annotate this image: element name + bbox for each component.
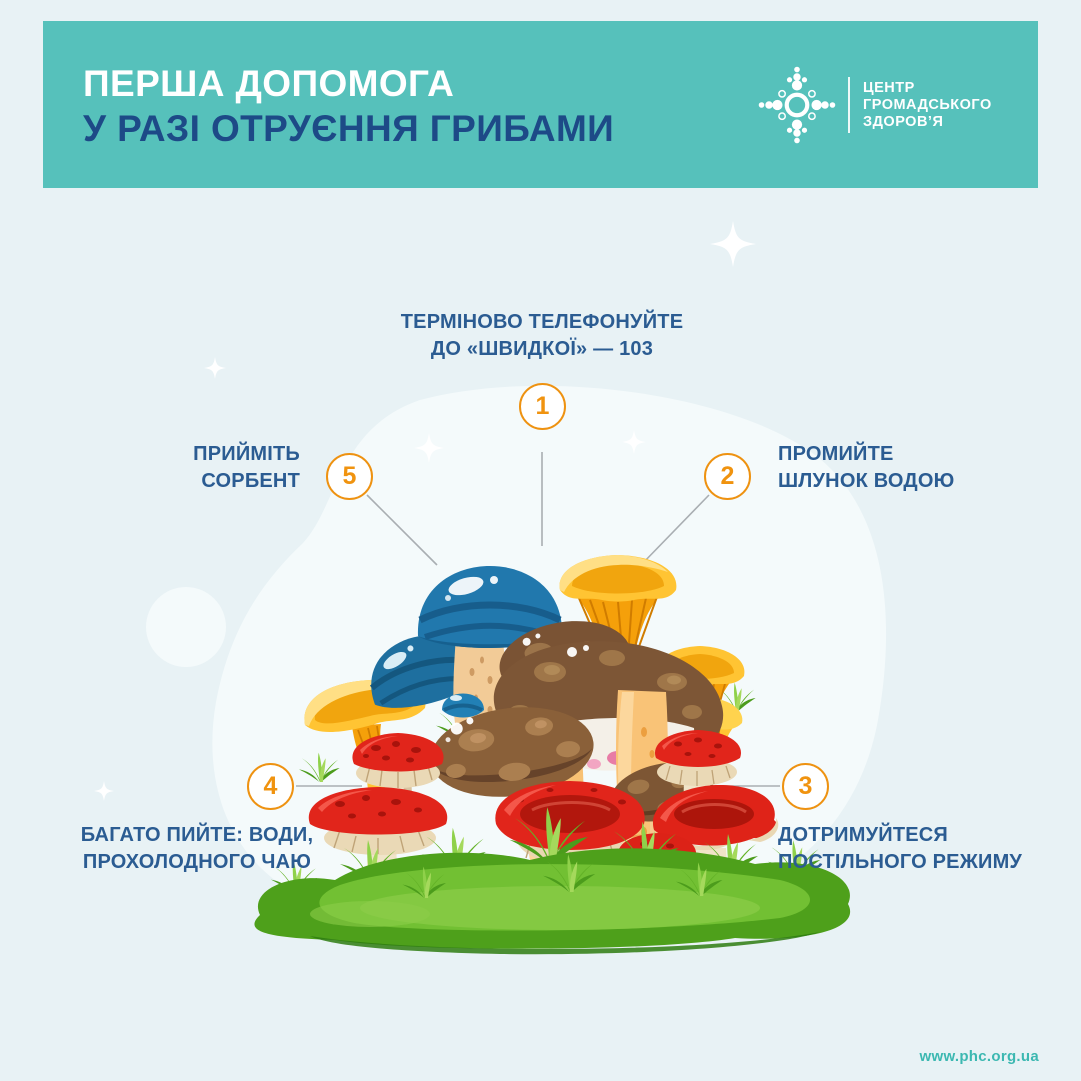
step-4-number-badge: 4: [247, 763, 294, 810]
step-4-label-line-2: ПРОХОЛОДНОГО ЧАЮ: [82, 851, 312, 873]
logo-separator: [848, 77, 850, 133]
logo-line-2: ГРОМАДСЬКОГО: [863, 96, 992, 113]
logo-line-3: ЗДОРОВ’Я: [863, 113, 944, 130]
step-2-label-line-1: ПРОМИЙТЕ: [778, 443, 894, 465]
step-5-label: [60, 441, 300, 495]
step-2-number-badge: 2: [704, 453, 751, 500]
step-4-label-line-1: БАГАТО ПИЙТЕ: ВОДИ,: [80, 824, 314, 846]
step-3-label: [778, 822, 1078, 876]
step-5-label-line-1: ПРИЙМІТЬ: [193, 443, 300, 465]
step-3-number-badge: 3: [782, 763, 829, 810]
page-title: [83, 61, 614, 151]
phc-dots-logo-icon: [755, 63, 839, 147]
page-title-line-2: У РАЗІ ОТРУЄННЯ ГРИБАМИ: [83, 108, 615, 149]
step-5-label-line-2: СОРБЕНТ: [201, 470, 300, 492]
step-1-label: [362, 309, 722, 363]
step-2-label: [778, 441, 1048, 495]
grass-mound: [254, 848, 850, 954]
step-1-label-line-1: ТЕРМІНОВО ТЕЛЕФОНУЙТЕ: [400, 311, 684, 333]
step-3-label-line-2: ПОСТІЛЬНОГО РЕЖИМУ: [778, 851, 1023, 873]
phc-logo: [755, 51, 992, 159]
logo-line-1: ЦЕНТР: [863, 79, 915, 96]
step-5-number-badge: 5: [326, 453, 373, 500]
page-title-line-1: ПЕРША ДОПОМОГА: [83, 63, 455, 104]
logo-wordmark: [863, 80, 992, 131]
header-banner: [43, 21, 1038, 188]
step-2-label-line-2: ШЛУНОК ВОДОЮ: [778, 470, 955, 492]
mushroom-cluster-illustration: [220, 540, 880, 1020]
step-1-number-badge: 1: [519, 383, 566, 430]
step-4-label: [52, 822, 342, 876]
step-3-label-line-1: ДОТРИМУЙТЕСЯ: [778, 824, 948, 846]
step-1-label-line-2: ДО «ШВИДКОЇ» — 103: [430, 338, 654, 360]
background-blob-small: [146, 587, 226, 667]
footer-url: www.phc.org.ua: [919, 1048, 1039, 1065]
